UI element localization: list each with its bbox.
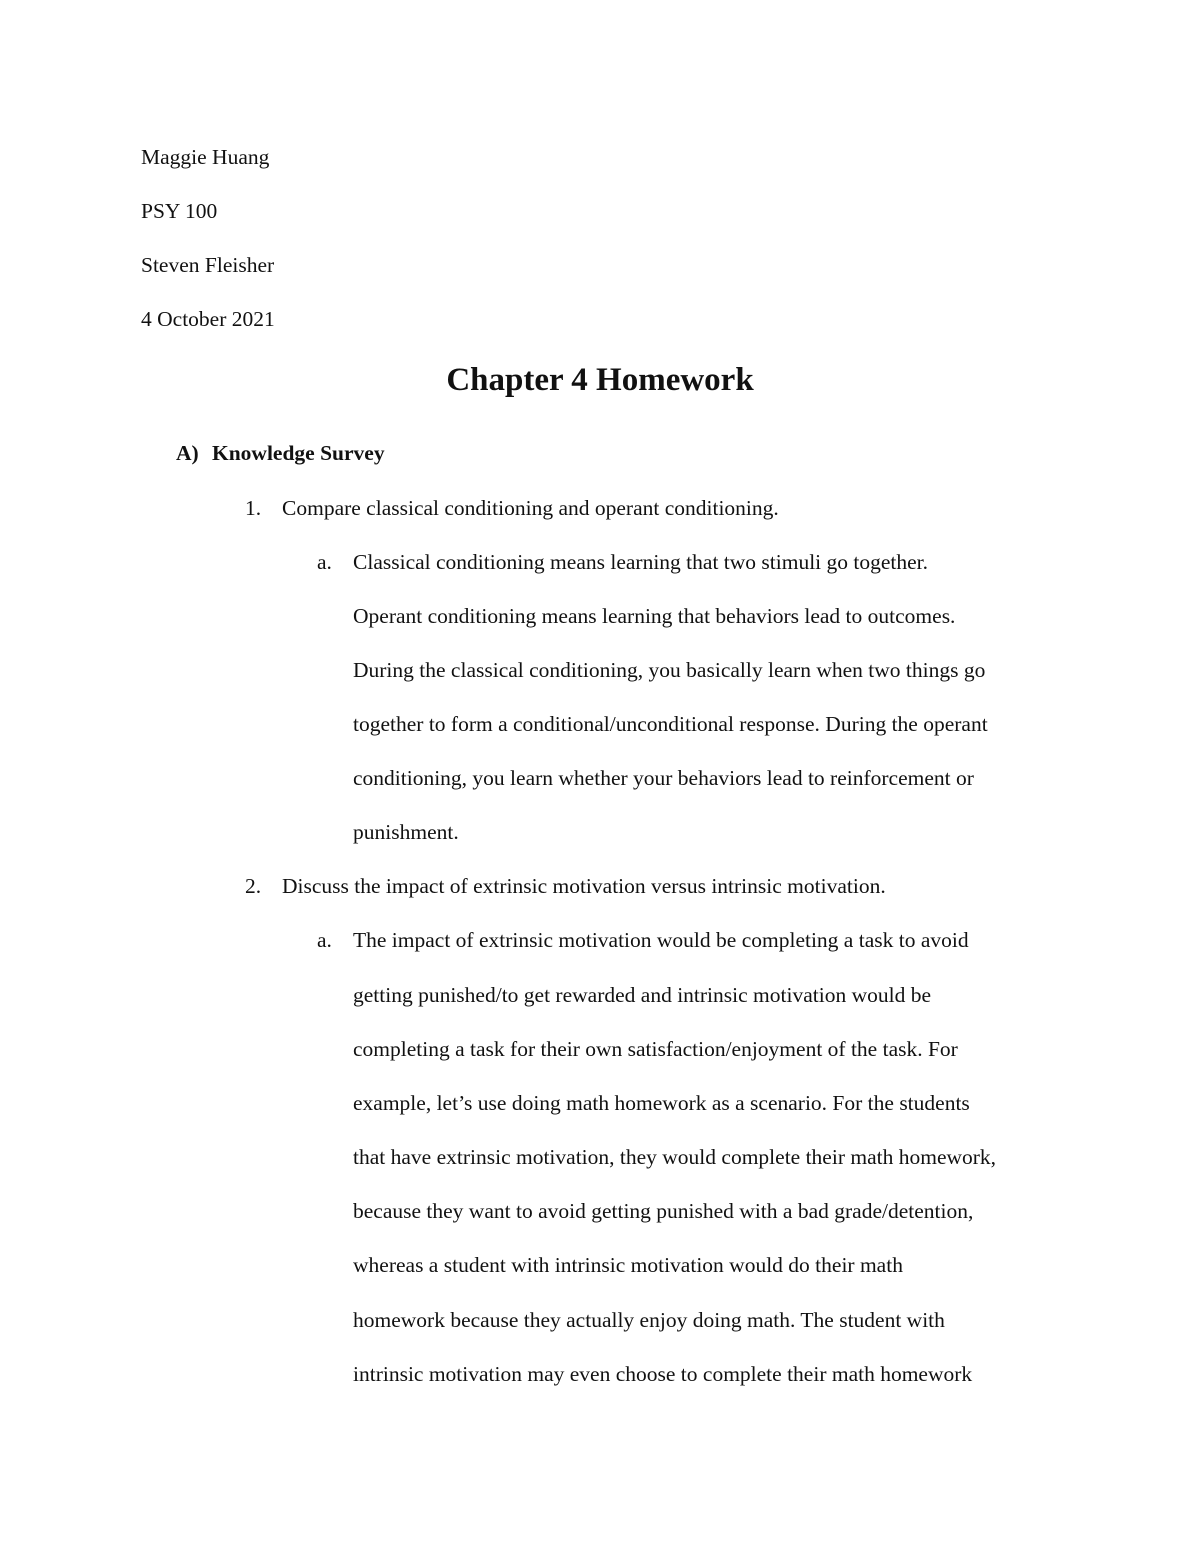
answer-line: homework because they actually enjoy doing math. The student with bbox=[353, 1308, 945, 1332]
answer-line: During the classical conditioning, you basically learn when two things go bbox=[353, 658, 986, 682]
answer-marker: a. bbox=[317, 550, 332, 574]
answer-line: whereas a student with intrinsic motivation would do their math bbox=[353, 1253, 903, 1277]
section-heading-text: Knowledge Survey bbox=[212, 441, 385, 465]
instructor-name: Steven Fleisher bbox=[141, 253, 275, 277]
answer-line: example, let’s use doing math homework as a scenario. For the students bbox=[353, 1091, 970, 1115]
answer-line: that have extrinsic motivation, they would complete their math homework, bbox=[353, 1145, 997, 1169]
student-name: Maggie Huang bbox=[141, 145, 270, 169]
answer-line: because they want to avoid getting punished with a bad grade/detention, bbox=[353, 1199, 974, 1223]
answer-line: intrinsic motivation may even choose to complete their math homework bbox=[353, 1362, 973, 1386]
section-marker: A) bbox=[176, 441, 199, 465]
question-number: 2. bbox=[245, 874, 262, 898]
course-name: PSY 100 bbox=[141, 199, 218, 223]
answer-line: completing a task for their own satisfaction/enjoyment of the task. For bbox=[353, 1037, 958, 1061]
question-text: Compare classical conditioning and operant conditioning. bbox=[282, 496, 779, 520]
answer-line: The impact of extrinsic motivation would be completing a task to avoid bbox=[353, 928, 969, 952]
answer-line: Operant conditioning means learning that behaviors lead to outcomes. bbox=[353, 604, 956, 628]
question-number: 1. bbox=[245, 496, 262, 520]
document-date: 4 October 2021 bbox=[141, 307, 275, 331]
answer-line: punishment. bbox=[353, 820, 459, 844]
answer-line: conditioning, you learn whether your behaviors lead to reinforcement or bbox=[353, 766, 974, 790]
answer-line: together to form a conditional/unconditional response. During the operant bbox=[353, 712, 988, 736]
answer-line: getting punished/to get rewarded and intrinsic motivation would be bbox=[353, 983, 931, 1007]
section-heading bbox=[176, 438, 385, 468]
question-text: Discuss the impact of extrinsic motivation versus intrinsic motivation. bbox=[282, 874, 886, 898]
answer-marker: a. bbox=[317, 928, 332, 952]
answer-line: Classical conditioning means learning that two stimuli go together. bbox=[353, 550, 929, 574]
page-title: Chapter 4 Homework bbox=[446, 362, 754, 398]
